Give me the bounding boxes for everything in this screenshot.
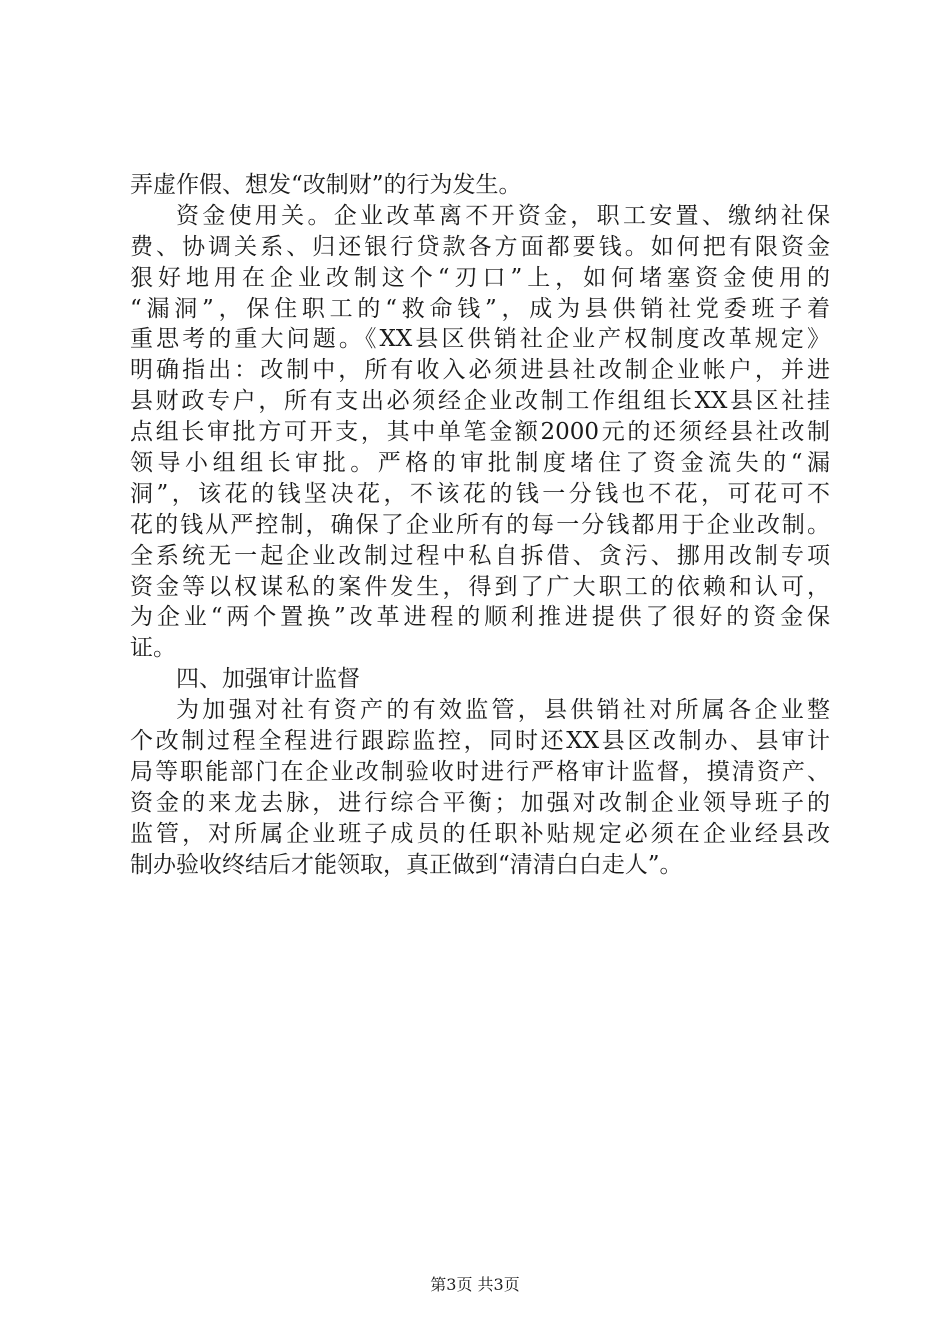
paragraph-line: 费、协调关系、归还银行贷款各方面都要钱。如何把有限资金: [130, 233, 830, 260]
paragraph-line: “漏洞”，保住职工的“救命钱”，成为县供销社党委班子着: [130, 295, 830, 322]
page-number-footer: 第3页 共3页: [430, 1275, 520, 1294]
paragraph-line: 花的钱从严控制，确保了企业所有的每一分钱都用于企业改制。: [130, 511, 830, 538]
paragraph-line: 为企业“两个置换”改革进程的顺利推进提供了很好的资金保: [130, 604, 830, 631]
paragraph-line: 明确指出：改制中，所有收入必须进县社改制企业帐户，并进: [130, 357, 830, 384]
paragraph-line: 局等职能部门在企业改制验收时进行严格审计监督，摸清资产、: [130, 758, 830, 785]
paragraph-line: 监管，对所属企业班子成员的任职补贴规定必须在企业经县改: [130, 820, 830, 847]
paragraph-line: 资金使用关。企业改革离不开资金，职工安置、缴纳社保: [176, 202, 830, 229]
paragraph-line: 重思考的重大问题。《XX县区供销社企业产权制度改革规定》: [130, 326, 830, 353]
paragraph-line: 资金的来龙去脉，进行综合平衡；加强对改制企业领导班子的: [130, 789, 830, 816]
paragraph-line: 县财政专户，所有支出必须经企业改制工作组组长XX县区社挂: [130, 388, 830, 415]
section-heading: 四、加强审计监督: [176, 666, 360, 693]
paragraph-line: 证。: [130, 635, 176, 662]
paragraph-line: 领导小组组长审批。严格的审批制度堵住了资金流失的“漏: [130, 450, 830, 477]
paragraph-line: 个改制过程全程进行跟踪监控，同时还XX县区改制办、县审计: [130, 728, 830, 755]
document-body: [130, 170, 830, 880]
paragraph-line: 洞”，该花的钱坚决花，不该花的钱一分钱也不花，可花可不: [130, 480, 830, 507]
paragraph-line: 全系统无一起企业改制过程中私自拆借、贪污、挪用改制专项: [130, 542, 830, 569]
paragraph-line: 制办验收终结后才能领取，真正做到“清清白白走人”。: [130, 851, 683, 878]
paragraph-line: 弄虚作假、想发“改制财”的行为发生。: [130, 172, 522, 198]
paragraph-line: 资金等以权谋私的案件发生，得到了广大职工的依赖和认可，: [130, 573, 830, 600]
paragraph-line: 狠好地用在企业改制这个“刃口”上，如何堵塞资金使用的: [130, 264, 830, 291]
paragraph-line: 为加强对社有资产的有效监管，县供销社对所属各企业整: [176, 697, 830, 724]
paragraph-line: 点组长审批方可开支，其中单笔金额2000元的还须经县社改制: [130, 419, 830, 446]
